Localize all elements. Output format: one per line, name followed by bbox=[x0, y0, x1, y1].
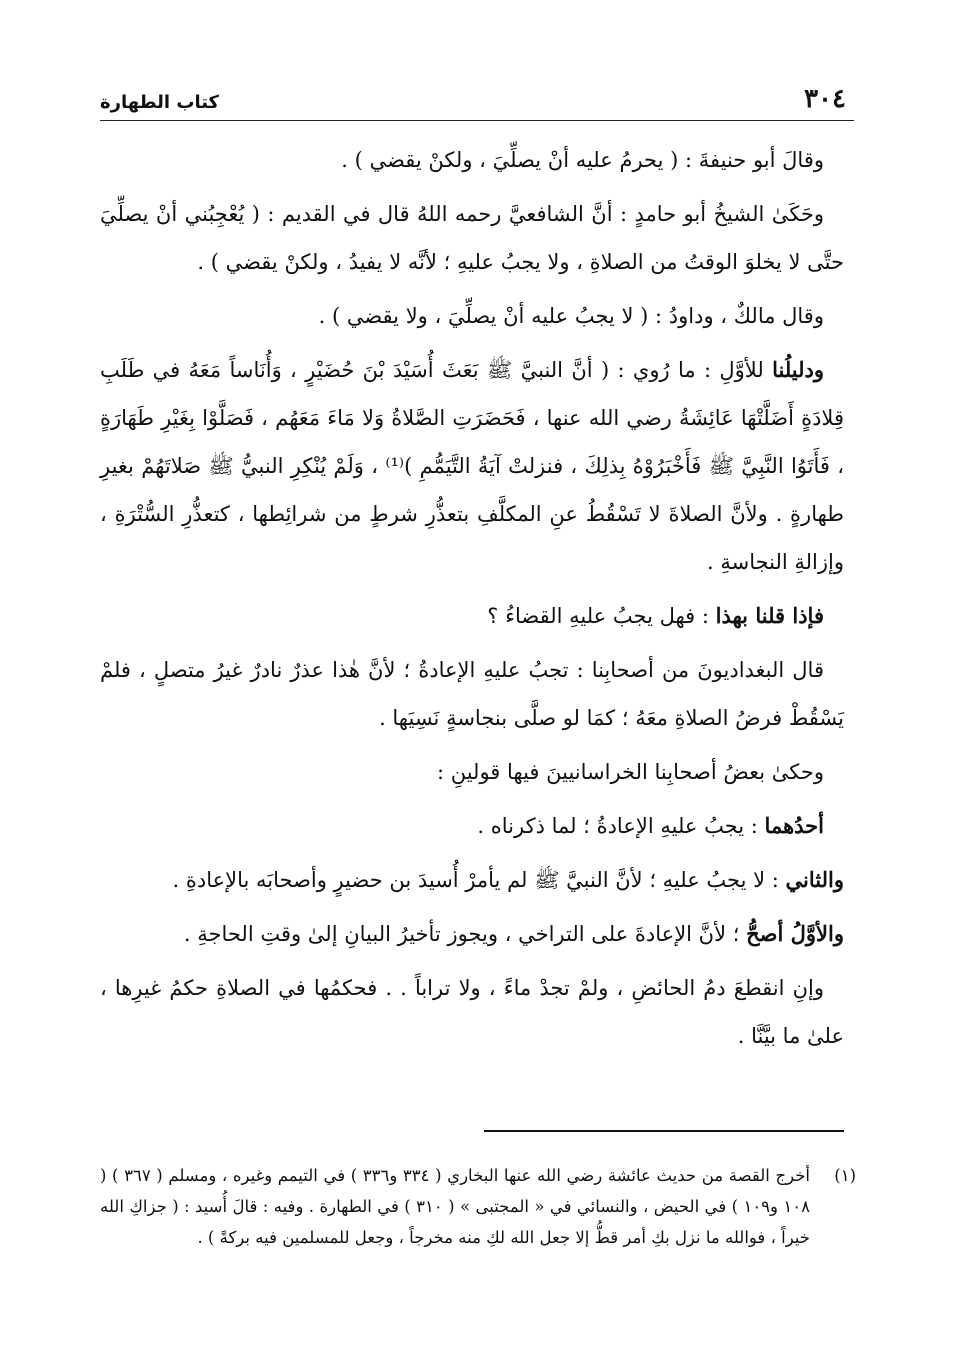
paragraph-text: وحَكَىٰ الشيخُ أبو حامدٍ : أنَّ الشافعيَّ رحمه اللهُ قال في القديم : ( يُعْجِبُني أنْ يصلِّيَ حتَّى لا يخلوَ الوقتُ من الصلاةِ ، ولا يجبُ عليهِ ؛ لأنَّه لا يفيدُ ، ولكنْ يقضي ) . bbox=[100, 202, 844, 274]
main-text bbox=[100, 136, 844, 1066]
paragraph-text: وحكىٰ بعضُ أصحابِنا الخراسانيينَ فيها قولينِ : bbox=[436, 760, 824, 784]
paragraph-text: للأوَّلِ : ما رُوي : ( أنَّ النبيَّ ﷺ بَعَثَ أُسَيْدَ بْنَ حُضَيْرٍ ، وَأُنَاساً مَعَهُ في طَلَبِ قِلادَةٍ أَضَلَّتْهَا عَائِشَةُ رضي الله عنها ، فَحَضَرَتِ الصَّلاةُ وَلا مَاءَ مَعَهُم ، فَصَلَّوْا بِغَيْرِ طَهَارَةٍ ، فَأَتَوُا النَّبِيَّ ﷺ فَأَخْبَرُوْهُ بِذلِكَ ، فنزلتْ آيَةُ التَّيَمُّمِ )⁽¹⁾ ، وَلَمْ يُنْكِرِ النبيُّ ﷺ صَلاتَهُمْ بغيرِ طهارةٍ . ولأنَّ الصلاةَ لا تَسْقُطُ عنِ المكلَّفِ بتعذُّرِ شرطٍ من شرائِطها ، كتعذُّرِ السُّتْرَةِ ، وإزالةِ النجاسةِ . bbox=[100, 358, 845, 574]
paragraph bbox=[100, 856, 844, 904]
paragraph bbox=[100, 346, 844, 586]
footnotes bbox=[100, 1160, 856, 1253]
paragraph-text: وإنِ انقطعَ دمُ الحائضِ ، ولمْ تجدْ ماءً ، ولا تراباً . . فحكمُها في الصلاةِ حكمُ غيرِها ، علىٰ ما بيَّنَّا . bbox=[100, 976, 844, 1048]
paragraph-text: وقال مالكٌ ، وداودُ : ( لا يجبُ عليه أنْ يصلِّيَ ، ولا يقضي ) . bbox=[318, 304, 824, 328]
paragraph bbox=[100, 136, 844, 184]
footnote-text: أخرج القصة من حديث عائشة رضي الله عنها البخاري ( ٣٣٤ و٣٣٦ ) في التيمم وغيره ، ومسلم ( ٣٦٧ ) ( ١٠٨ و١٠٩ ) في الحيض ، والنسائي في « المجتبى » ( ٣١٠ ) في الطهارة . وفيه : قالَ أُسيد : ( جزاكِ الله خيراً ، فوالله ما نزل بكِ أمر قطُّ إلا جعل الله لكِ منه مخرجاً ، وجعل للمسلمين فيه بركةً ) . bbox=[100, 1166, 811, 1247]
footnote-divider bbox=[484, 1130, 844, 1132]
paragraph bbox=[100, 646, 844, 742]
paragraph-text: ؛ لأنَّ الإعادةَ على التراخي ، ويجوز تأخيرُ البيانِ إلىٰ وقتِ الحاجةِ . bbox=[183, 922, 747, 946]
paragraph bbox=[100, 748, 844, 796]
paragraph bbox=[100, 190, 844, 286]
paragraph-text: قال البغداديونَ من أصحابِنا : تجبُ عليهِ الإعادةُ ؛ لأنَّ هٰذا عذرٌ نادرٌ غيرُ متصلٍ ، فلمْ يَسْقُطْ فرضُ الصلاةِ معَهُ ؛ كمَا لو صلَّى بنجاسةٍ نَسِيَها . bbox=[100, 658, 844, 730]
paragraph bbox=[100, 964, 844, 1060]
paragraph-lead: فإذا قلنا بهذا bbox=[715, 603, 824, 628]
paragraph-lead: والثاني bbox=[785, 867, 844, 892]
paragraph-lead: والأوَّلُ أصحُّ bbox=[746, 921, 844, 946]
paragraph-lead: أحدُهما bbox=[764, 813, 824, 838]
footnote bbox=[100, 1160, 856, 1253]
paragraph-text: وقالَ أبو حنيفةَ : ( يحرمُ عليه أنْ يصلِّيَ ، ولكنْ يقضي ) . bbox=[341, 148, 824, 172]
paragraph bbox=[100, 802, 844, 850]
paragraph bbox=[100, 910, 844, 958]
page-header bbox=[100, 82, 854, 121]
book-title: كتاب الطهارة bbox=[100, 92, 220, 113]
paragraph-text: : يجبُ عليهِ الإعادةُ ؛ لما ذكرناه . bbox=[477, 814, 765, 838]
page-number: ٣٠٤ bbox=[804, 84, 846, 114]
paragraph bbox=[100, 292, 844, 340]
paragraph-text: : فهل يجبُ عليهِ القضاءُ ؟ bbox=[487, 604, 716, 628]
paragraph-lead: ودليلُنا bbox=[772, 357, 824, 382]
footnote-number: (١) bbox=[834, 1166, 856, 1185]
paragraph-text: : لا يجبُ عليهِ ؛ لأنَّ النبيَّ ﷺ لم يأمرْ أُسيدَ بن حضيرٍ وأصحابَه بالإعادةِ . bbox=[172, 868, 786, 892]
paragraph bbox=[100, 592, 844, 640]
